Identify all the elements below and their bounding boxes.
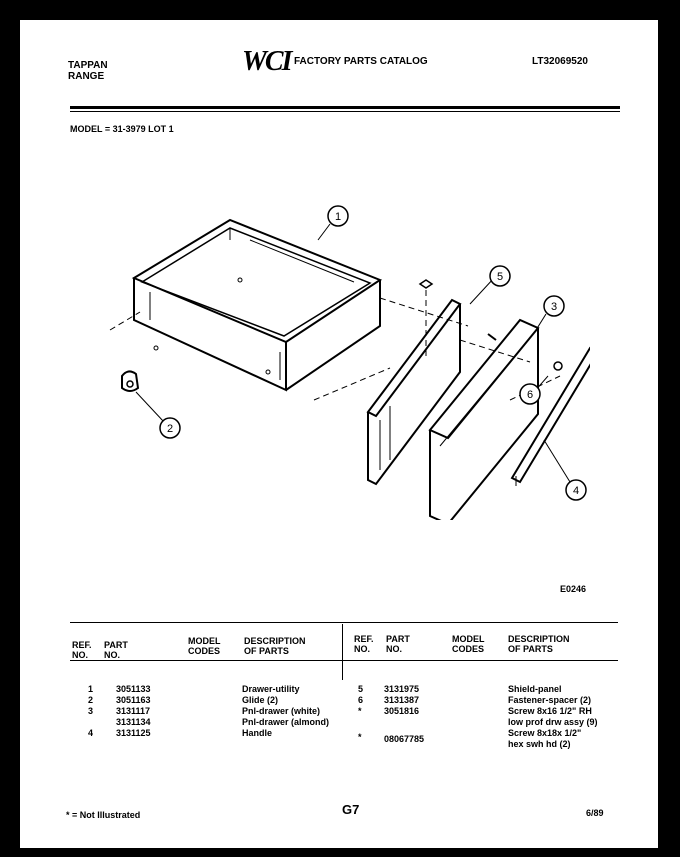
wci-logo: WCI [242, 46, 291, 77]
ref: * [358, 706, 362, 716]
callout-2: 2 [166, 423, 174, 435]
col-ref-left: REF. NO. [72, 640, 92, 660]
col-part-left: PART NO. [104, 640, 128, 660]
header-rule-thin [70, 111, 620, 112]
col-desc-left: DESCRIPTION OF PARTS [244, 636, 306, 656]
brand-block [68, 60, 108, 82]
part-no: 3131117 [116, 706, 151, 716]
brand-line-2: RANGE [68, 71, 105, 82]
figure-code: E0246 [560, 584, 587, 594]
part-no: 3131125 [116, 728, 151, 738]
description: Screw 8x16 1/2" RH [508, 706, 592, 716]
description-cont: hex swh hd (2) [508, 739, 571, 749]
catalog-number: LT32069520 [532, 56, 588, 67]
screw-drawing [420, 280, 432, 288]
page-number: G7 [342, 802, 360, 817]
glide-drawing [122, 371, 138, 391]
ref: 4 [88, 728, 94, 738]
col-model-right: MODEL CODES [452, 634, 485, 654]
part-no: 3131134 [116, 717, 151, 727]
description: Fastener-spacer (2) [508, 695, 592, 705]
col-desc-right: DESCRIPTION OF PARTS [508, 634, 570, 654]
description: Screw 8x18x 1/2" [508, 728, 582, 738]
leader-lines [136, 224, 570, 482]
description-cont: low prof drw assy (9) [508, 717, 598, 727]
drawer-utility-drawing [134, 220, 380, 390]
part-no: 3051816 [384, 706, 420, 716]
header-rule-thick [70, 106, 620, 109]
callouts [160, 206, 586, 500]
revision-date: 6/89 [586, 808, 604, 818]
description: Glide (2) [242, 695, 279, 705]
col-part-right: PART NO. [386, 634, 410, 654]
part-no: 3131975 [384, 684, 420, 694]
table-divider [342, 624, 343, 680]
part-no: 3131387 [384, 695, 420, 705]
callout-1: 1 [334, 211, 342, 223]
exploded-parts-diagram [90, 180, 590, 520]
not-illustrated-note: * = Not Illustrated [66, 810, 141, 820]
description: Handle [242, 728, 273, 738]
shield-panel-drawing [368, 300, 460, 484]
brand-line-1: TAPPAN [68, 60, 108, 71]
part-no: 08067785 [384, 734, 425, 744]
part-no: 3051163 [116, 695, 151, 705]
description: Pnl-drawer (almond) [242, 717, 330, 727]
table-top-rule [70, 622, 618, 623]
catalog-title: FACTORY PARTS CATALOG [294, 56, 428, 67]
part-no: 3051133 [116, 684, 151, 694]
ref: 2 [88, 695, 94, 705]
handle-drawing [512, 348, 590, 486]
ref: * [358, 732, 362, 742]
ref: 1 [88, 684, 94, 694]
description: Pnl-drawer (white) [242, 706, 321, 716]
ref: 3 [88, 706, 94, 716]
screw-2-drawing [488, 334, 496, 340]
drawer-panel-drawing [430, 320, 538, 520]
callout-3: 3 [550, 301, 558, 313]
col-model-left: MODEL CODES [188, 636, 221, 656]
table-header-rule [70, 660, 618, 661]
callout-6: 6 [526, 389, 534, 401]
catalog-sheet [20, 20, 658, 848]
callout-4: 4 [572, 485, 580, 497]
ref: 6 [358, 695, 364, 705]
fastener-spacer-drawing [554, 362, 562, 370]
model-line: MODEL = 31-3979 LOT 1 [70, 124, 174, 134]
col-ref-right: REF. NO. [354, 634, 374, 654]
ref: 5 [358, 684, 364, 694]
callout-5: 5 [496, 271, 504, 283]
description: Drawer-utility [242, 684, 300, 694]
table-row [88, 684, 93, 694]
description: Shield-panel [508, 684, 562, 694]
